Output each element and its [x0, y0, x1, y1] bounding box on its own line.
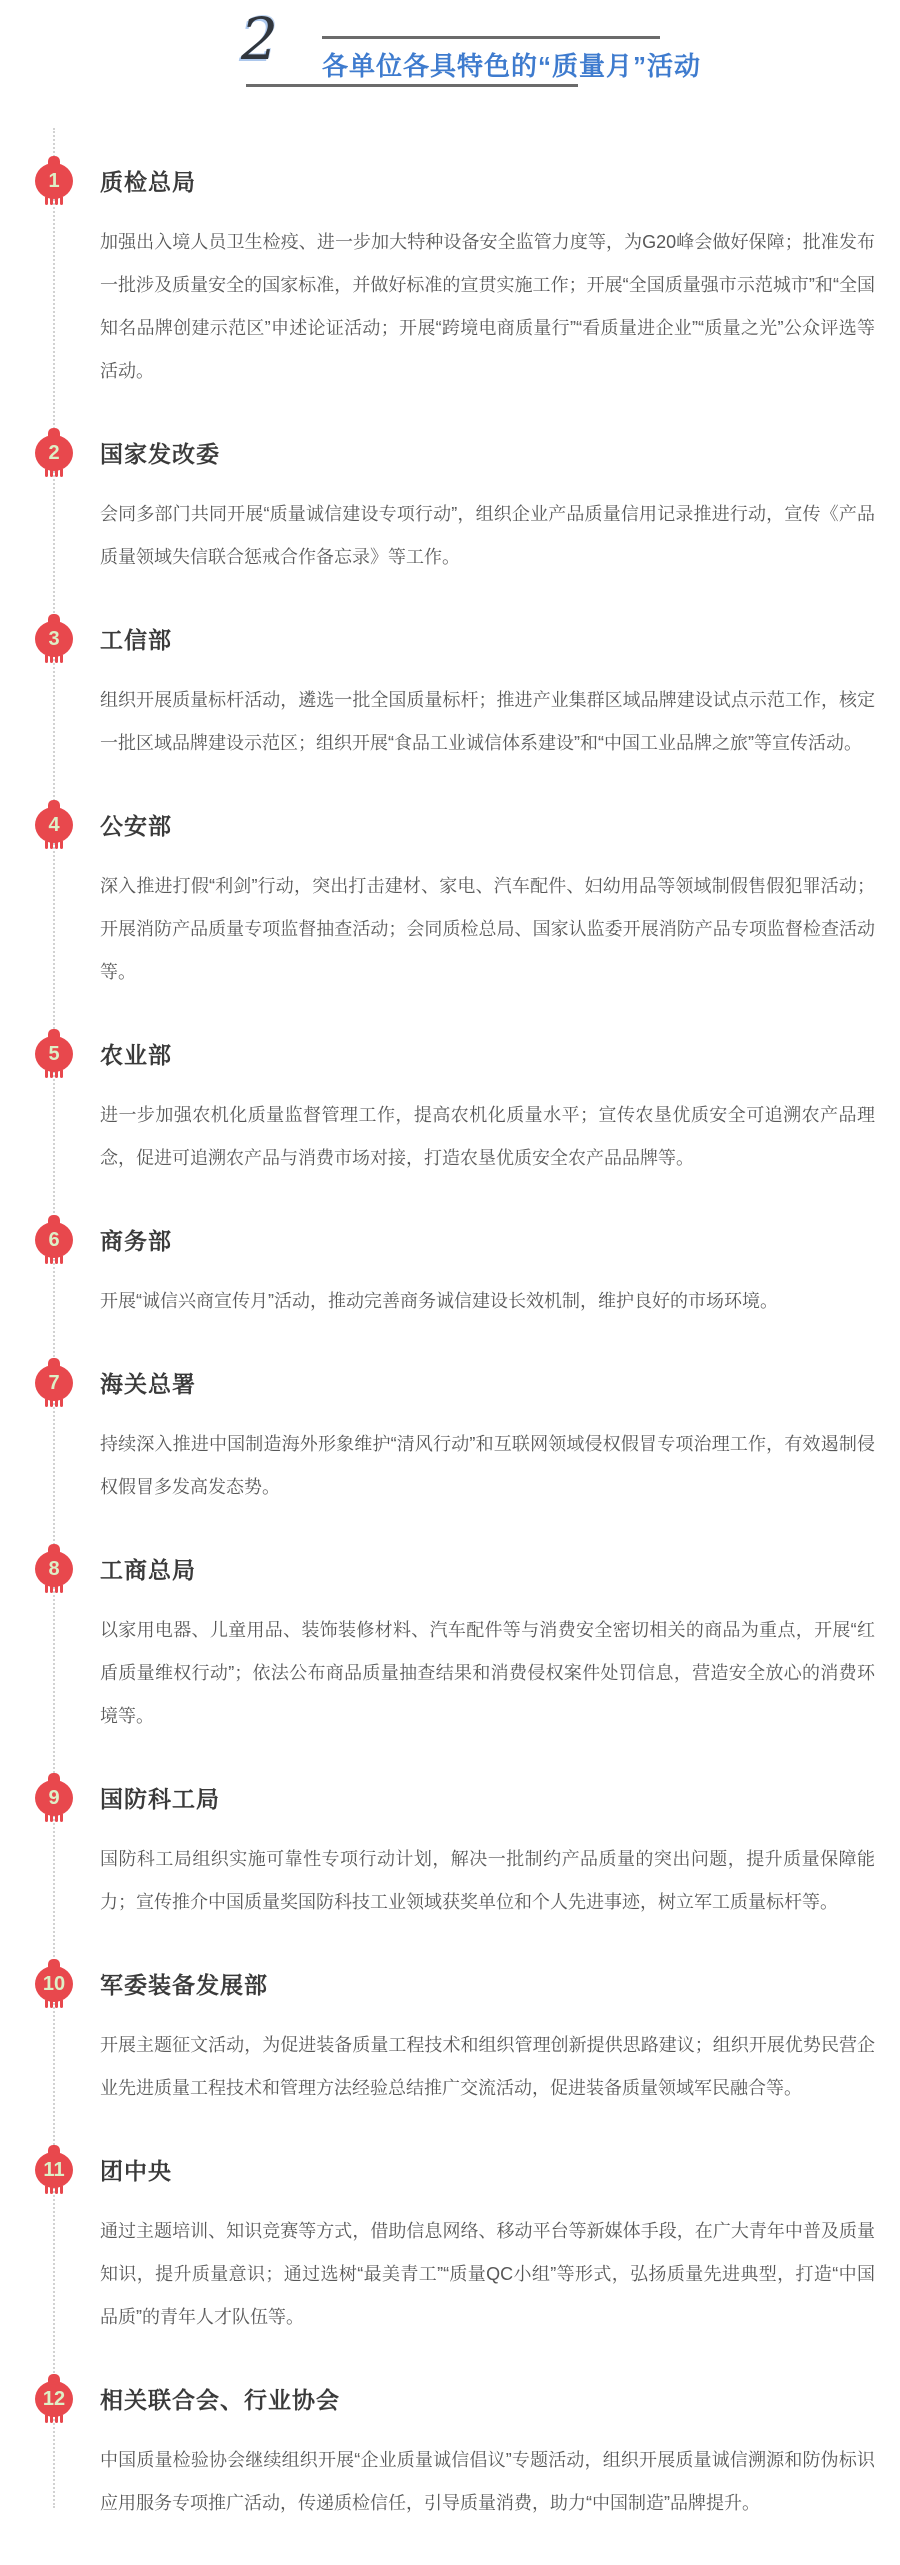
lantern-tassels	[32, 1814, 76, 1822]
header-rule-bottom	[246, 84, 578, 87]
item-body: 国防科工局组织实施可靠性专项行动计划，解决一批制约产品质量的突出问题，提升质量保障能力；宣传推介中国质量奖国防科技工业领域获奖单位和个人先进事迹，树立军工质量标杆等。	[100, 1849, 875, 1912]
item-number: 11	[43, 2159, 65, 2181]
item-heading: 海关总署	[100, 1371, 196, 1397]
lantern-badge-icon	[32, 614, 76, 663]
lantern-badge-icon	[32, 1544, 76, 1593]
item-heading: 公安部	[100, 813, 172, 839]
lantern-ball	[35, 1365, 73, 1401]
lantern-badge-icon	[32, 1215, 76, 1264]
item-body: 深入推进打假“利剑”行动，突出打击建材、家电、汽车配件、妇幼用品等领域制假售假犯罪活动；开展消防产品质量专项监督抽查活动；会同质检总局、国家认监委开展消防产品专项监督检查活动等。	[100, 876, 875, 982]
lantern-tassels	[32, 2000, 76, 2008]
item-heading: 工信部	[100, 627, 172, 653]
lantern-tassels	[32, 2415, 76, 2423]
lantern-ball	[35, 807, 73, 843]
page-title: 各单位各具特色的“质量月”活动	[322, 51, 702, 81]
timeline	[42, 166, 875, 2525]
lantern-badge-icon	[32, 1358, 76, 1407]
timeline-item	[48, 810, 875, 994]
item-body: 以家用电器、儿童用品、装饰装修材料、汽车配件等与消费安全密切相关的商品为重点，开展“红盾质量维权行动”；依法公布商品质量抽查结果和消费侵权案件处罚信息，营造安全放心的消费环境等。	[100, 1620, 875, 1726]
timeline-item	[48, 624, 875, 765]
item-heading: 工商总局	[100, 1557, 196, 1583]
lantern-ball	[35, 1780, 73, 1816]
lantern-ball	[35, 2381, 73, 2417]
lantern-ball	[35, 1036, 73, 1072]
lantern-badge-icon	[32, 428, 76, 477]
item-body: 开展主题征文活动，为促进装备质量工程技术和组织管理创新提供思路建议；组织开展优势民营企业先进质量工程技术和管理方法经验总结推广交流活动，促进装备质量领域军民融合等。	[100, 2035, 875, 2098]
item-number: 10	[42, 1973, 66, 1995]
item-body: 加强出入境人员卫生检疫、进一步加大特种设备安全监管力度等，为G20峰会做好保障；批准发布一批涉及质量安全的国家标准，并做好标准的宣贯实施工作；开展“全国质量强市示范城市”和“全国知名品牌创建示范区”申述论证活动；开展“跨境电商质量行”“看质量进企业”“质量之光”公众评选等活动。	[100, 232, 875, 381]
item-body: 组织开展质量标杆活动，遴选一批全国质量标杆；推进产业集群区域品牌建设试点示范工作，核定一批区域品牌建设示范区；组织开展“食品工业诚信体系建设”和“中国工业品牌之旅”等宣传活动。	[100, 690, 875, 753]
item-number: 2	[48, 442, 60, 464]
page-header	[0, 0, 900, 130]
lantern-tassels	[32, 841, 76, 849]
lantern-badge-icon	[32, 1773, 76, 1822]
item-number: 9	[48, 1787, 60, 1809]
timeline-item	[48, 1554, 875, 1738]
item-number: 6	[48, 1229, 60, 1251]
lantern-tassels	[32, 2186, 76, 2194]
item-body: 通过主题培训、知识竞赛等方式，借助信息网络、移动平台等新媒体手段，在广大青年中普及质量知识，提升质量意识；通过选树“最美青工”“质量QC小组”等形式，弘扬质量先进典型，打造“中国品质”的青年人才队伍等。	[100, 2221, 875, 2327]
lantern-badge-icon	[32, 1029, 76, 1078]
lantern-ball	[35, 1222, 73, 1258]
lantern-tassels	[32, 1070, 76, 1078]
timeline-item	[43, 2155, 875, 2339]
timeline-item	[48, 1368, 875, 1509]
lantern-badge-icon	[32, 2374, 76, 2423]
timeline-item	[48, 438, 875, 579]
item-heading: 农业部	[100, 1042, 172, 1068]
lantern-tassels	[32, 469, 76, 477]
item-body: 中国质量检验协会继续组织开展“企业质量诚信倡议”专题活动，组织开展质量诚信溯源和防伪标识应用服务专项推广活动，传递质检信任，引导质量消费，助力“中国制造”品牌提升。	[100, 2450, 875, 2513]
lantern-tassels	[32, 1256, 76, 1264]
timeline-item	[48, 1783, 875, 1924]
item-number: 5	[48, 1043, 60, 1065]
item-heading: 质检总局	[100, 169, 196, 195]
item-heading: 商务部	[100, 1228, 172, 1254]
item-body: 进一步加强农机化质量监督管理工作，提高农机化质量水平；宣传农垦优质安全可追溯农产品理念，促进可追溯农产品与消费市场对接，打造农垦优质安全农产品品牌等。	[100, 1105, 875, 1168]
header-rule-top	[322, 36, 660, 39]
lantern-ball	[35, 621, 73, 657]
lantern-ball	[35, 1551, 73, 1587]
lantern-tassels	[32, 655, 76, 663]
lantern-ball	[35, 1966, 73, 2002]
timeline-item	[42, 2384, 875, 2525]
item-number: 12	[42, 2388, 66, 2410]
timeline-item	[48, 166, 875, 393]
section-number: 2	[241, 5, 278, 73]
lantern-tassels	[32, 1585, 76, 1593]
item-body: 持续深入推进中国制造海外形象维护“清风行动”和互联网领域侵权假冒专项治理工作，有效遏制侵权假冒多发高发态势。	[100, 1434, 875, 1497]
item-heading: 团中央	[100, 2158, 172, 2184]
lantern-ball	[35, 435, 73, 471]
item-number: 4	[48, 814, 60, 836]
lantern-badge-icon	[32, 2145, 76, 2194]
item-number: 8	[48, 1558, 60, 1580]
lantern-badge-icon	[32, 800, 76, 849]
item-heading: 国防科工局	[100, 1786, 220, 1812]
item-number: 1	[48, 170, 60, 192]
timeline-item	[48, 1225, 875, 1323]
item-body: 开展“诚信兴商宣传月”活动，推动完善商务诚信建设长效机制，维护良好的市场环境。	[100, 1291, 778, 1311]
lantern-ball	[35, 2152, 73, 2188]
timeline-item	[42, 1969, 875, 2110]
item-heading: 军委装备发展部	[100, 1972, 268, 1998]
item-heading: 相关联合会、行业协会	[100, 2387, 340, 2413]
lantern-badge-icon	[32, 1959, 76, 2008]
lantern-tassels	[32, 1399, 76, 1407]
item-heading: 国家发改委	[100, 441, 220, 467]
lantern-tassels	[32, 197, 76, 205]
timeline-item	[48, 1039, 875, 1180]
item-number: 7	[48, 1372, 60, 1394]
lantern-ball	[35, 163, 73, 199]
item-body: 会同多部门共同开展“质量诚信建设专项行动”，组织企业产品质量信用记录推进行动，宣传《产品质量领域失信联合惩戒合作备忘录》等工作。	[100, 504, 875, 567]
lantern-badge-icon	[32, 156, 76, 205]
item-number: 3	[48, 628, 60, 650]
